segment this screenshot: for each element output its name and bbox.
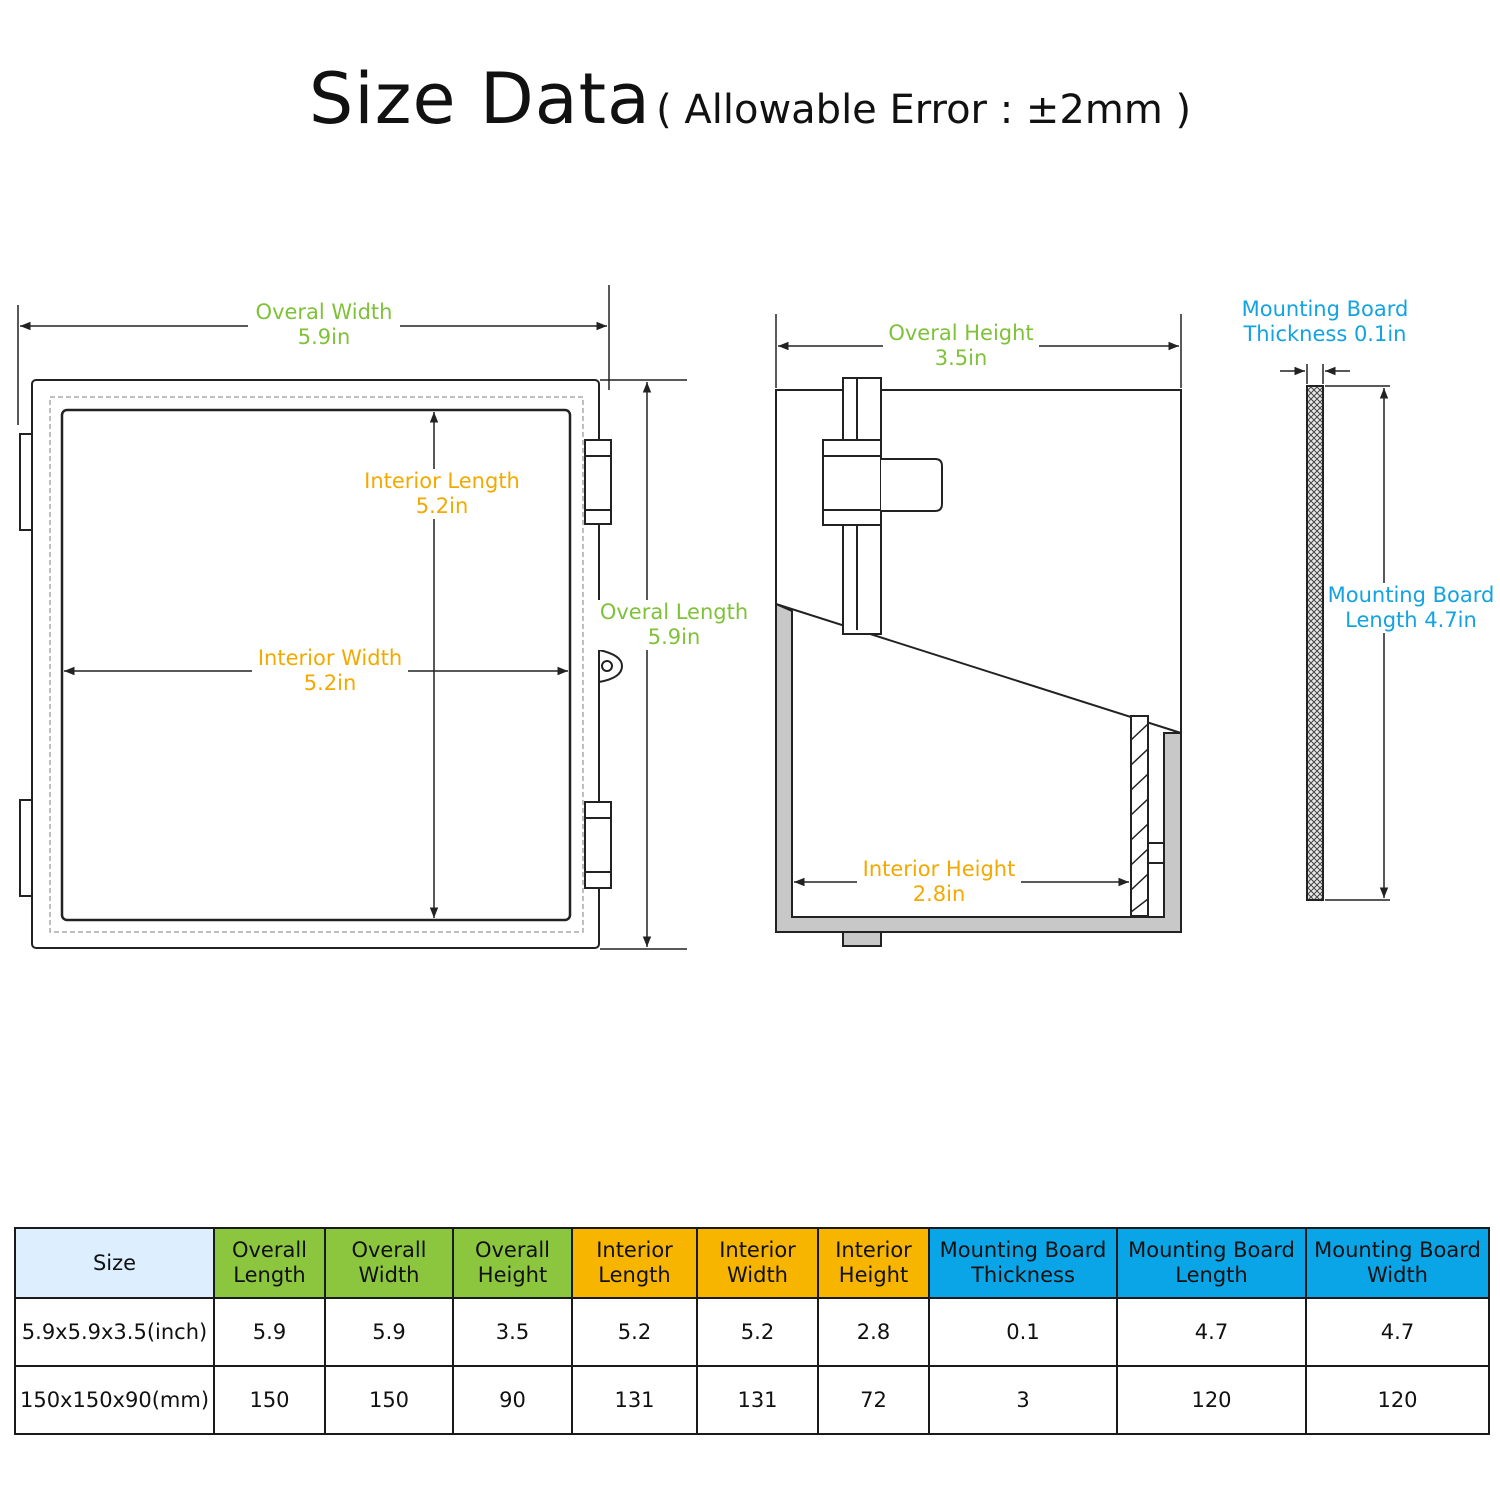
table-header-row (15, 1228, 1489, 1298)
table-cell: 2.8 (818, 1298, 929, 1366)
table-cell: 5.2 (697, 1298, 818, 1366)
header-interior-height: Interior Height (818, 1228, 929, 1298)
table-cell: 5.9 (214, 1298, 325, 1366)
title-main: Size Data (308, 58, 651, 140)
table-cell: 150 (325, 1366, 453, 1434)
table-cell: 131 (697, 1366, 818, 1434)
table-cell: 120 (1117, 1366, 1306, 1434)
interior-width-label: Interior Width 5.2in (252, 646, 408, 696)
table-cell: 120 (1306, 1366, 1489, 1434)
table-cell: 4.7 (1117, 1298, 1306, 1366)
side-view (776, 314, 1181, 946)
row-label: 5.9x5.9x3.5(inch) (15, 1298, 214, 1366)
header-size: Size (15, 1228, 214, 1298)
header-overall-length: Overall Length (214, 1228, 325, 1298)
board-thickness-label: Mounting Board Thickness 0.1in (1236, 297, 1414, 347)
table-cell: 90 (453, 1366, 572, 1434)
board-length-label: Mounting Board Length 4.7in (1327, 583, 1495, 632)
table-row (15, 1298, 1489, 1366)
table-cell: 150 (214, 1366, 325, 1434)
header-board-length: Mounting Board Length (1117, 1228, 1306, 1298)
table-cell: 5.9 (325, 1298, 453, 1366)
overall-height-label: Overal Height 3.5in (883, 321, 1039, 371)
table-cell: 0.1 (929, 1298, 1117, 1366)
overall-width-label: Overal Width 5.9in (248, 300, 400, 350)
row-label: 150x150x90(mm) (15, 1366, 214, 1434)
interior-height-label: Interior Height 2.8in (857, 857, 1021, 907)
header-overall-height: Overall Height (453, 1228, 572, 1298)
table-cell: 3 (929, 1366, 1117, 1434)
header-board-width: Mounting Board Width (1306, 1228, 1489, 1298)
header-board-thickness: Mounting Board Thickness (929, 1228, 1117, 1298)
table-row (15, 1366, 1489, 1434)
table-cell: 3.5 (453, 1298, 572, 1366)
overall-length-label: Overal Length 5.9in (599, 600, 749, 649)
header-interior-width: Interior Width (697, 1228, 818, 1298)
table-cell: 131 (572, 1366, 697, 1434)
table-cell: 5.2 (572, 1298, 697, 1366)
header-overall-width: Overall Width (325, 1228, 453, 1298)
table-cell: 72 (818, 1366, 929, 1434)
header-interior-length: Interior Length (572, 1228, 697, 1298)
title-allowable-error: ( Allowable Error : ±2mm ) (656, 87, 1192, 133)
front-view (18, 285, 687, 949)
table-cell: 4.7 (1306, 1298, 1489, 1366)
size-table (14, 1227, 1490, 1435)
interior-length-label: Interior Length 5.2in (358, 469, 526, 519)
